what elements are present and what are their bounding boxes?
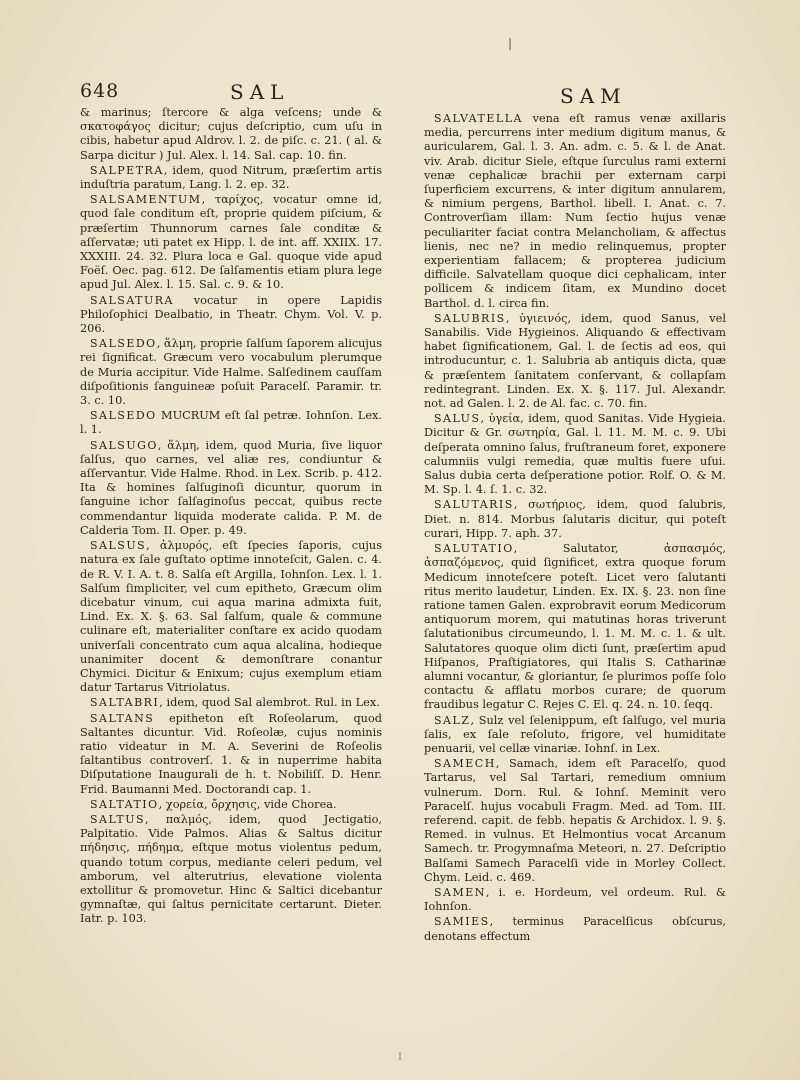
top-mark: | bbox=[508, 36, 513, 50]
entry: SALPETRA, idem, quod Nitrum, præſertim artis induſtria paratum, Lang. l. 2. ep. 32. bbox=[80, 163, 382, 192]
headword: SAMEN bbox=[434, 885, 486, 899]
headword: SALPETRA bbox=[90, 163, 164, 177]
entry: SALTUS, παλμός, idem, quod Jectigatio, Palpitatio. Vide Palmos. Alias & Saltus dicitur πήδησις, πήδημα, eſtque motus violentus pedum, quando totum corpus, mediante celeri pedum, vel amborum, vel alterutrius, elevatione violenta extollitur & promovetur. Hinc & Saltici dicebantur gymnaſtæ, qui ſaltus pernicitate certarunt. Dieter. Iatr. p. 103. bbox=[80, 812, 382, 926]
entry: SALSAMENTUM, ταρίχος, vocatur omne id, quod ſale conditum eſt, proprie quidem piſcium, & præſertim Thunnorum carnes ſale conditæ & aſſervatæ; uti patet ex Hipp. l. de int. aff. XXIIX. 17. XXXIII. 24. 32. Plura loca e Gal. quoque vide apud Foëſ. Oec. pag. 612. De ſalſamentis etiam plura lege apud Jul. Alex. l. 15. Sal. c. 9. & 10. bbox=[80, 193, 382, 292]
headword: SALUBRIS bbox=[434, 311, 506, 325]
headword: SALSATURA bbox=[90, 293, 174, 307]
entry: SALVATELLA vena eſt ramus venæ axillaris media, percurrens inter medium digitum manus, & auricularem, Gal. l. 3. An. adm. c. 5. & l. de Anat. viv. Arab. dicitur Siele, eſtque ſurculus rami externi venæ cephalicæ brachii per externam carpi ſuperficiem excurrens, & inter digitum annularem, & nimium pergens, Barthol. libell. I. Anat. c. 7. Controverſiam illam: Num ſectio hujus venæ peculiariter faciat contra Melancholiam, & affectus lienis, nec ne? in medio relinquemus, propter experientiam fallacem; & propterea judicium difficile. Salvatellam quoque dici cephalicam, inter pollicem & indicem ſitam, ex Mundino docet Barthol. d. l. circa fin. bbox=[424, 112, 726, 310]
entry: SALSEDO MUCRUM eſt ſal petræ. Iohnſon. Lex. l. 1. bbox=[80, 409, 382, 437]
headword: SALUTARIS bbox=[434, 498, 514, 512]
headword: SALTUS bbox=[90, 812, 146, 826]
entry: SALSUGO, ἅλμη, idem, quod Muria, ſive liquor ſalſus, quo carnes, vel aliæ res, condiuntur & aſſervantur. Vide Halme. Rhod. in Lex. Scrib. p. 412. Ita & homines ſalſuginoſi dicuntur, quorum in ſanguine ichor ſalſaginoſus peccat, quibus recte commendantur liquida moderate calida. P. M. de Calderia Tom. II. Oper. p. 49. bbox=[80, 438, 382, 537]
left-running-head: SAL bbox=[230, 80, 290, 104]
headword: SALTANS bbox=[90, 711, 155, 725]
page-number: 648 bbox=[80, 80, 120, 102]
headword: SALTATIO bbox=[90, 797, 159, 811]
entry: SALUTARIS, σωτήριος, idem, quod ſalubris, Diet. n. 814. Morbus ſalutaris dicitur, qui poteſt curari, Hipp. 7. aph. 37. bbox=[424, 498, 726, 540]
entry: SALTATIO, χορεία, ὄρχησις, vide Chorea. bbox=[90, 797, 337, 811]
entry: & marinus; ſtercore & alga veſcens; unde & σκατοφάγος dicitur; cujus deſcriptio, cum uſu in cibis, habetur apud Aldrov. l. 2. de piſc. c. 21. ( al. & Sarpa dicitur ) Jul. Alex. l. 14. Sal. cap. 10. fin. bbox=[80, 106, 382, 162]
entry: SAMIES, terminus Paracelſicus obſcurus, denotans effectum bbox=[424, 915, 726, 943]
entry: SAMECH, Samach, idem eſt Paracelſo, quod Tartarus, vel Sal Tartari, remedium omnium vulnerum. Dorn. Rul. & Iohnſ. Meminit vero Paracelſ. hujus vocabuli Fragm. Med. ad Tom. III. referend. capit. de febb. hepatis & Archidox. l. 9. §. Remed. in vulnus. Et Helmontius vocat Arcanum Samech. tr. Progymnaſma Meteori, n. 27. Deſcriptio Balſami Samech Paracelſi vide in Morley Collect. Chym. Leid. c. 469. bbox=[424, 757, 726, 884]
entry: SALUBRIS, ὑγιεινός, idem, quod Sanus, vel Sanabilis. Vide Hygieinos. Aliquando & effectivam habet ſignificationem, Gal. l. de ſectis ad eos, qui introducuntur, c. 1. Salubria ab antiquis dicta, quæ & præſentem ſanitatem conſervant, & collapſam redintegrant. Linden. Ex. X. §. 117. Jul. Alexandr. not. ad Galen. l. 2. de Al. fac. c. 70. fin. bbox=[424, 311, 726, 411]
entry: SAMEN, i. e. Hordeum, vel ordeum. Rul. & Iohnſon. bbox=[424, 885, 726, 914]
entry: SALSATURA vocatur in opere Lapidis Philoſophici Dealbatio, in Theatr. Chym. Vol. V. p. 206. bbox=[80, 293, 382, 336]
right-column bbox=[424, 112, 726, 1012]
headword: SALUS bbox=[434, 412, 481, 426]
headword: SAMECH bbox=[434, 757, 496, 771]
headword: SALZ bbox=[434, 713, 471, 727]
entry: SALSUS, ἁλμυρός, eſt ſpecies ſaporis, cujus natura ex ſale guſtato optime innoteſcit, Galen. c. 4. de R. V. I. A. t. 8. Salſa eſt Argilla, Iohnſon. Lex. l. 1. Salſum ſimpliciter, vel cum epitheto, Græcum olim dicebatur vinum, cui aqua marina admixta fuit, Lind. Ex. X. §. 63. Sal ſalſum, quale & commune culinare eſt, materialiter conſtare ex acido quodam univerſali concentrato cum aqua alcalina, hodieque unanimiter docent & demonſtrare conantur Chymici. Dicitur & Enixum; cujus exemplum etiam datur Tartarus Vitriolatus. bbox=[80, 539, 382, 695]
bottom-mark: I bbox=[398, 1052, 402, 1063]
headword: SALUTATIO bbox=[434, 542, 514, 556]
left-column bbox=[80, 106, 382, 1026]
entry: SALUS, ὑγεία, idem, quod Sanitas. Vide Hygieia. Dicitur & Gr. σωτηρία, Gal. l. 11. M. M. c. 9. Ubi deſperata omnino ſalus, fruſtraneum foret, exponere calumniis vulgi remedia, quæ multis fuere uſui. Salus dubia certa deſperatione potior. Rolf. O. & M. M. Sp. l. 4. ſ. 1. c. 32. bbox=[424, 412, 726, 497]
entry: SALTABRI, idem, quod Sal alembrot. Rul. in Lex. bbox=[90, 696, 380, 710]
headword: SALSUGO bbox=[90, 438, 158, 452]
headword: SALTABRI bbox=[90, 696, 160, 710]
headword: SALVATELLA bbox=[434, 112, 523, 125]
headword: SALSEDO bbox=[90, 409, 157, 423]
entry: SALUTATIO, Salutator, ἀσπασμός, ἀσπαζόμενος, quid ſignificet, extra quoque forum Medicum innoteſcere poteſt. Licet vero ſalutanti ritus merito laudetur, Linden. Ex. IX. §. 23. non ſine ratione tamen Galen. exprobravit eorum Medicorum antiquorum morem, qui matutinas horas triverunt ſalutationibus circumeundo, l. 1. M. M. c. 1. & ult. Salutatores quoque olim dicti ſunt, præſertim apud Hiſpanos, Praſtigiatores, qui Italis S. Catharinæ alumni vocantur, & gloriantur, ſe plurimos poſſe ſolo contactu & afflatu morbos curare; de quorum fraudibus legatur C. Rejes C. El. q. 24. n. 10. ſeqq. bbox=[424, 542, 726, 712]
headword: SALSAMENTUM bbox=[90, 193, 202, 207]
headword: SALSUS bbox=[90, 539, 147, 553]
entry: SALZ, Sulz vel ſelenippum, eſt ſalſugo, vel muria ſalis, ex ſale reſoluto, frigore, vel humiditate penuarii, vel cellæ vinariæ. Iohnſ. in Lex. bbox=[424, 713, 726, 755]
right-running-head: SAM bbox=[560, 84, 627, 108]
headword: SALSEDO bbox=[90, 337, 157, 351]
headword: SAMIES bbox=[434, 915, 490, 929]
entry: SALSEDO, ἅλμη, proprie ſalſum ſaporem alicujus rei ſignificat. Græcum vero vocabulum plerumque de Muria accipitur. Vide Halme. Salſedinem cauſſam diſpoſitionis ſanguineæ poſuit Paracelſ. Paramir. tr. 3. c. 10. bbox=[80, 337, 382, 408]
entry: SALTANS epitheton eſt Roſeolarum, quod Saltantes dicuntur. Vid. Roſeolæ, cujus nominis ratio videatur in M. A. Severini de Roſeolis ſaltantibus controverſ. 1. & in nuperrime habita Diſputatione Inaugurali de h. t. Nobiliſſ. D. Henr. Frid. Baumanni Med. Doctorandi cap. 1. bbox=[80, 711, 382, 796]
